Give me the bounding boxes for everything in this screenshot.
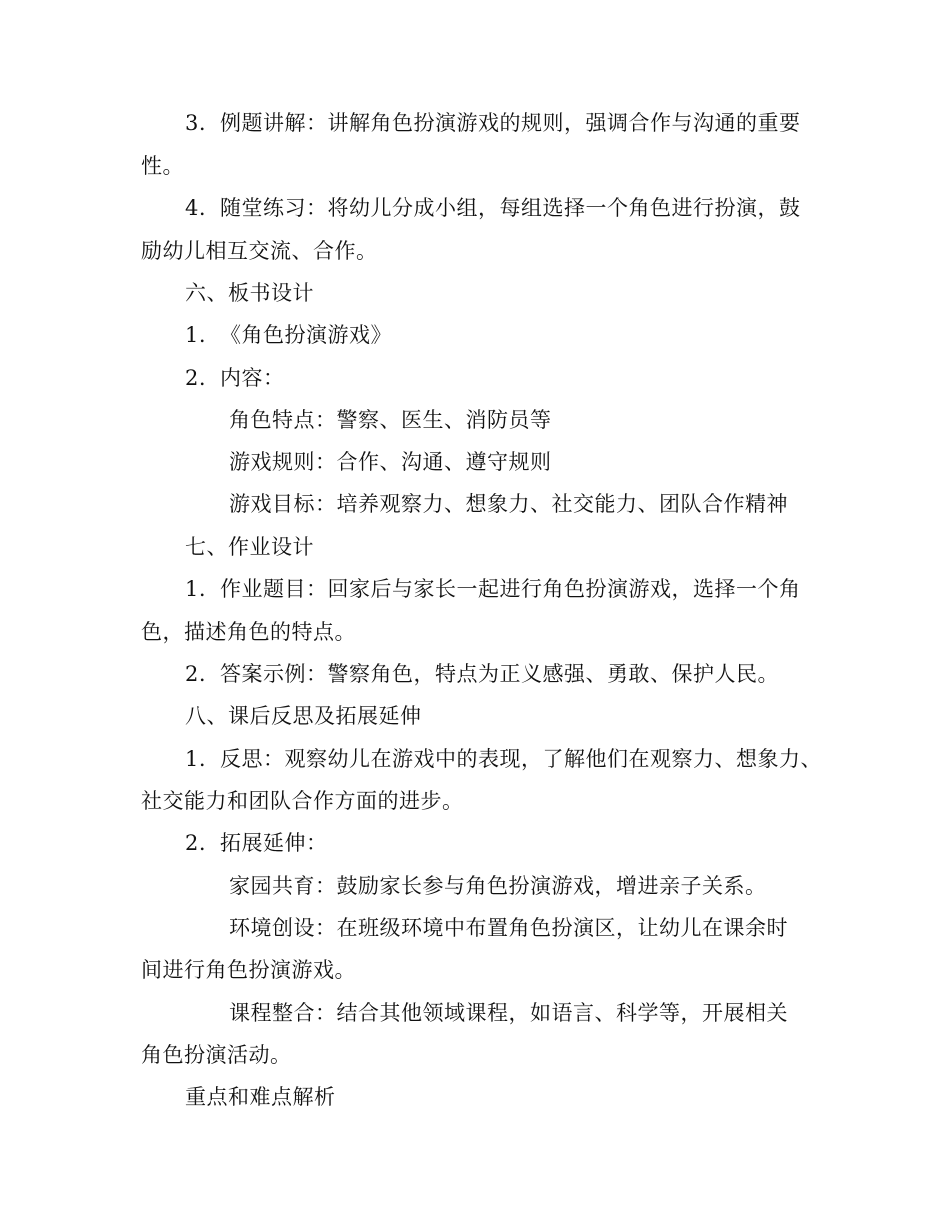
section-heading-text: 七、作业设计: [185, 535, 314, 559]
paragraph-text: 《角色扮演游戏》: [220, 323, 393, 347]
section-heading-homework-design: [185, 535, 314, 559]
paragraph-text: 拓展延伸：: [220, 831, 328, 855]
list-item-homework-question: [185, 577, 801, 601]
list-item-answer-example: [185, 662, 779, 686]
paragraph-text: 游戏目标：培养观察力、想象力、社交能力、团队合作精神: [229, 492, 788, 516]
list-number: 2.: [185, 831, 207, 855]
section-heading-key-points: [185, 1085, 336, 1109]
list-number: 2.: [185, 366, 207, 390]
paragraph-continuation: [141, 620, 356, 644]
paragraph-continuation: [141, 1043, 292, 1067]
list-item-board-content: [185, 366, 285, 390]
content-role-features: [229, 408, 552, 432]
section-heading-text: 重点和难点解析: [185, 1085, 336, 1109]
list-number: 2.: [185, 662, 207, 686]
section-heading-text: 八、课后反思及拓展延伸: [185, 704, 422, 728]
content-game-goals: [229, 492, 788, 516]
paragraph-text: 社交能力和团队合作方面的进步。: [141, 789, 464, 813]
section-heading-reflection-extension: [185, 704, 422, 728]
list-number: 3.: [185, 111, 207, 135]
paragraph-text: 角色特点：警察、医生、消防员等: [229, 408, 552, 432]
list-number: 4.: [185, 196, 207, 220]
paragraph-text: 课程整合：结合其他领域课程，如语言、科学等，开展相关: [229, 1001, 788, 1025]
paragraph-continuation: [141, 958, 356, 982]
paragraph-text: 内容：: [220, 366, 285, 390]
paragraph-text: 角色扮演活动。: [141, 1043, 292, 1067]
list-item-class-practice: [185, 196, 801, 220]
paragraph-text: 游戏规则：合作、沟通、遵守规则: [229, 450, 552, 474]
list-item-example-explanation: [185, 111, 801, 135]
list-item-extension: [185, 831, 328, 855]
extension-curriculum: [229, 1001, 788, 1025]
extension-home-school: [229, 874, 767, 898]
list-number: 1.: [185, 577, 207, 601]
paragraph-text: 例题讲解：讲解角色扮演游戏的规则，强调合作与沟通的重要: [220, 111, 801, 135]
list-number: 1.: [185, 323, 207, 347]
content-game-rules: [229, 450, 552, 474]
paragraph-text: 环境创设：在班级环境中布置角色扮演区，让幼儿在课余时: [229, 916, 788, 940]
extension-environment: [229, 916, 788, 940]
paragraph-text: 答案示例：警察角色，特点为正义感强、勇敢、保护人民。: [220, 662, 780, 686]
paragraph-text: 励幼儿相互交流、合作。: [141, 239, 378, 263]
paragraph-text: 随堂练习：将幼儿分成小组，每组选择一个角色进行扮演，鼓: [220, 196, 801, 220]
paragraph-text: 性。: [141, 154, 184, 178]
paragraph-text: 色，描述角色的特点。: [141, 620, 356, 644]
paragraph-text: 反思：观察幼儿在游戏中的表现，了解他们在观察力、想象力、: [220, 747, 823, 771]
paragraph-continuation: [141, 789, 464, 813]
section-heading-board-design: [185, 281, 314, 305]
list-number: 1.: [185, 747, 207, 771]
paragraph-text: 家园共育：鼓励家长参与角色扮演游戏，增进亲子关系。: [229, 874, 767, 898]
list-item-reflection: [185, 747, 822, 771]
section-heading-text: 六、板书设计: [185, 281, 314, 305]
paragraph-text: 作业题目：回家后与家长一起进行角色扮演游戏，选择一个角: [220, 577, 801, 601]
paragraph-continuation: [141, 239, 378, 263]
paragraph-text: 间进行角色扮演游戏。: [141, 958, 356, 982]
paragraph-continuation: [141, 154, 184, 178]
list-item-board-title: [185, 323, 392, 347]
